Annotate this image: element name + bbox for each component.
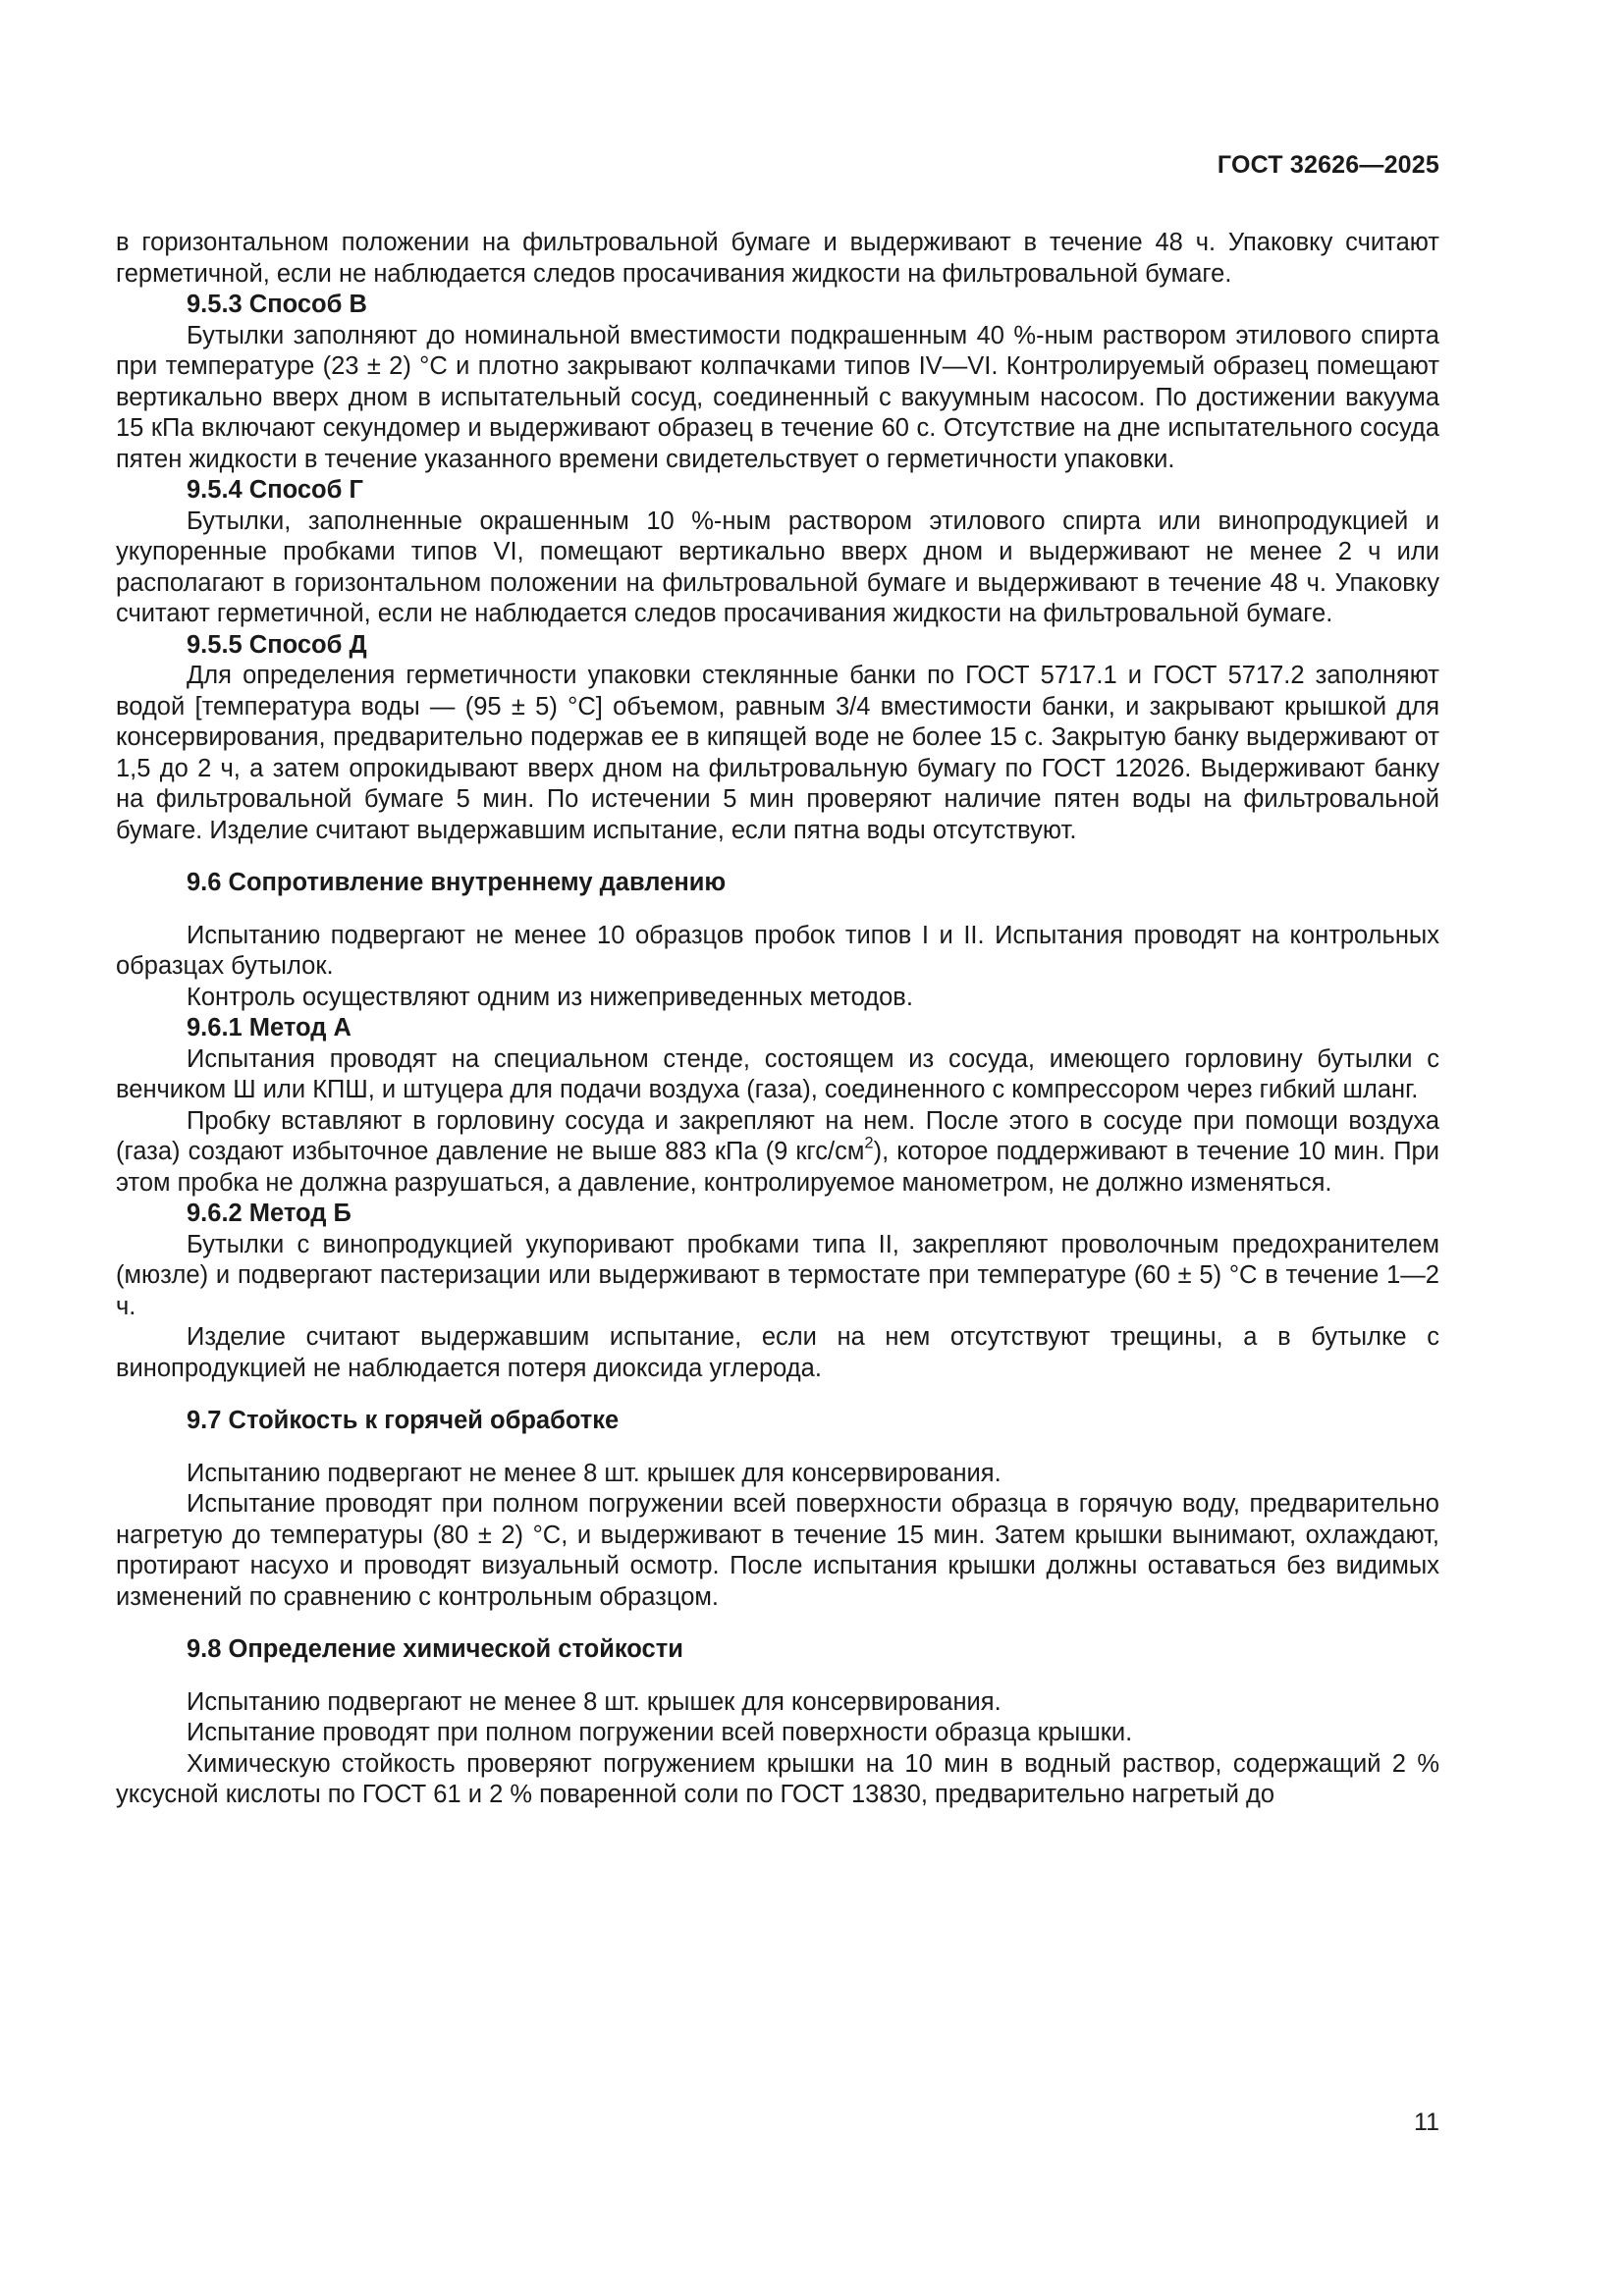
section-heading-9-7: 9.7 Стойкость к горячей обработке [187, 1407, 620, 1434]
standard-code-header: ГОСТ 32626—2025 [1217, 151, 1439, 179]
paragraph-9-6-1-b [116, 1106, 1439, 1200]
paragraph-9-8-b: Испытание проводят при полном погружении всей поверхности образца крышки. [187, 1719, 1133, 1746]
paragraph-9-7-a: Испытанию подвергают не менее 8 шт. крышек для консервирования. [187, 1459, 1001, 1487]
paragraph-9-5-4: Бутылки, заполненные окрашенным 10 %-ным раствором этилового спирта или винопродукцией и укупоренные пробками типов VI, помещают вертикально вверх дном и выдерживают не менее 2 ч или располагают в горизонтальном положении на фильтровальной бумаге и выдерживают в течение 48 ч. Упаковку считают герметичной, если не наблюдается следов просачивания жидкости на фильтровальной бумаге. [116, 507, 1439, 627]
document-body [116, 228, 1439, 1811]
paragraph-9-6-a: Испытанию подвергают не менее 10 образцов пробок типов I и II. Испытания проводят на контрольных образцах бутылок. [116, 921, 1439, 980]
paragraph-9-6-1-b-part2: ), которое поддерживают в течение 10 мин. При этом пробка не должна разрушаться, а давление, контролируемое манометром, не должно изменяться. [116, 1138, 1439, 1197]
paragraph-9-8-a: Испытанию подвергают не менее 8 шт. крышек для консервирования. [187, 1687, 1001, 1716]
paragraph-9-6-2-b: Изделие считают выдержавшим испытание, если на нем отсутствуют трещины, а в бутылке с винопродукцией не наблюдается потеря диоксида углерода. [116, 1323, 1439, 1382]
paragraph-9-5-5: Для определения герметичности упаковки стеклянные банки по ГОСТ 5717.1 и ГОСТ 5717.2 заполняют водой [температура воды — (95 ± 5) °С] объемом, равным 3/4 вместимости банки, и закрывают крышкой для консервирования, предварительно подержав ее в кипящей воде не более 15 с. Закрытую банку выдерживают от 1,5 до 2 ч, а затем опрокидывают вверх дном на фильтровальную бумагу по ГОСТ 12026. Выдерживают банку на фильтровальной бумаге 5 мин. По истечении 5 мин проверяют наличие пятен воды на фильтровальной бумаге. Изделие считают выдержавшим испытание, если пятна воды отсутствуют. [116, 662, 1439, 844]
paragraph-9-6-1-a: Испытания проводят на специальном стенде, состоящем из сосуда, имеющего горловину бутылки с венчиком Ш или КПШ, и штуцера для подачи воздуха (газа), соединенного с компрессором через гибкий шланг. [116, 1044, 1439, 1103]
section-heading-9-8: 9.8 Определение химической стойкости [187, 1635, 683, 1663]
subsection-heading-9-6-2: 9.6.2 Метод Б [187, 1200, 352, 1227]
paragraph-9-6-1-b-part1: Пробку вставляют в горловину сосуда и закрепляют на нем. После этого в сосуде при помощи воздуха (газа) создают избыточное давление не выше 883 кПа (9 кгс/см [116, 1106, 1439, 1165]
superscript-2: 2 [864, 1133, 874, 1152]
subsection-heading-9-6-1: 9.6.1 Метод А [187, 1014, 352, 1041]
paragraph-9-6-2-a: Бутылки с винопродукцией укупоривают пробками типа II, закрепляют проволочным предохранителем (мюзле) и подвергают пастеризации или выдерживают в термостате при температуре (60 ± 5) °С в течение 1—2 ч. [116, 1230, 1439, 1320]
section-heading-9-6: 9.6 Сопротивление внутреннему давлению [187, 869, 727, 896]
paragraph-9-8-c: Химическую стойкость проверяют погружением крышки на 10 мин в водный раствор, содержащий 2 % уксусной кислоты по ГОСТ 61 и 2 % поваренной соли по ГОСТ 13830, предварительно нагретый до [116, 1749, 1439, 1808]
paragraph-intro: в горизонтальном положении на фильтровальной бумаге и выдерживают в течение 48 ч. Упаковку считают герметичной, если не наблюдается следов просачивания жидкости на фильтровальной бумаге. [116, 229, 1439, 288]
paragraph-9-6-b: Контроль осуществляют одним из нижеприведенных методов. [187, 983, 913, 1011]
paragraph-9-5-3: Бутылки заполняют до номинальной вместимости подкрашенным 40 %-ным раствором этилового спирта при температуре (23 ± 2) °С и плотно закрывают колпачками типов IV—VI. Контролируемый образец помещают вертикально вверх дном в испытательный сосуд, соединенный с вакуумным насосом. По достижении вакуума 15 кПа включают секундомер и выдерживают образец в течение 60 с. Отсутствие на дне испытательного сосуда пятен жидкости в течение указанного времени свидетельствует о герметичности упаковки. [116, 321, 1439, 473]
page-number: 11 [1414, 2109, 1439, 2136]
subsection-heading-9-5-4: 9.5.4 Способ Г [187, 476, 363, 504]
subsection-heading-9-5-5: 9.5.5 Способ Д [187, 630, 367, 659]
subsection-heading-9-5-3: 9.5.3 Способ В [187, 291, 367, 318]
paragraph-9-7-b: Испытание проводят при полном погружении всей поверхности образца в горячую воду, предварительно нагретую до температуры (80 ± 2) °С, и выдерживают в течение 15 мин. Затем крышки вынимают, охлаждают, протирают насухо и проводят визуальный осмотр. После испытания крышки должны оставаться без видимых изменений по сравнению с контрольным образцом. [116, 1490, 1439, 1611]
